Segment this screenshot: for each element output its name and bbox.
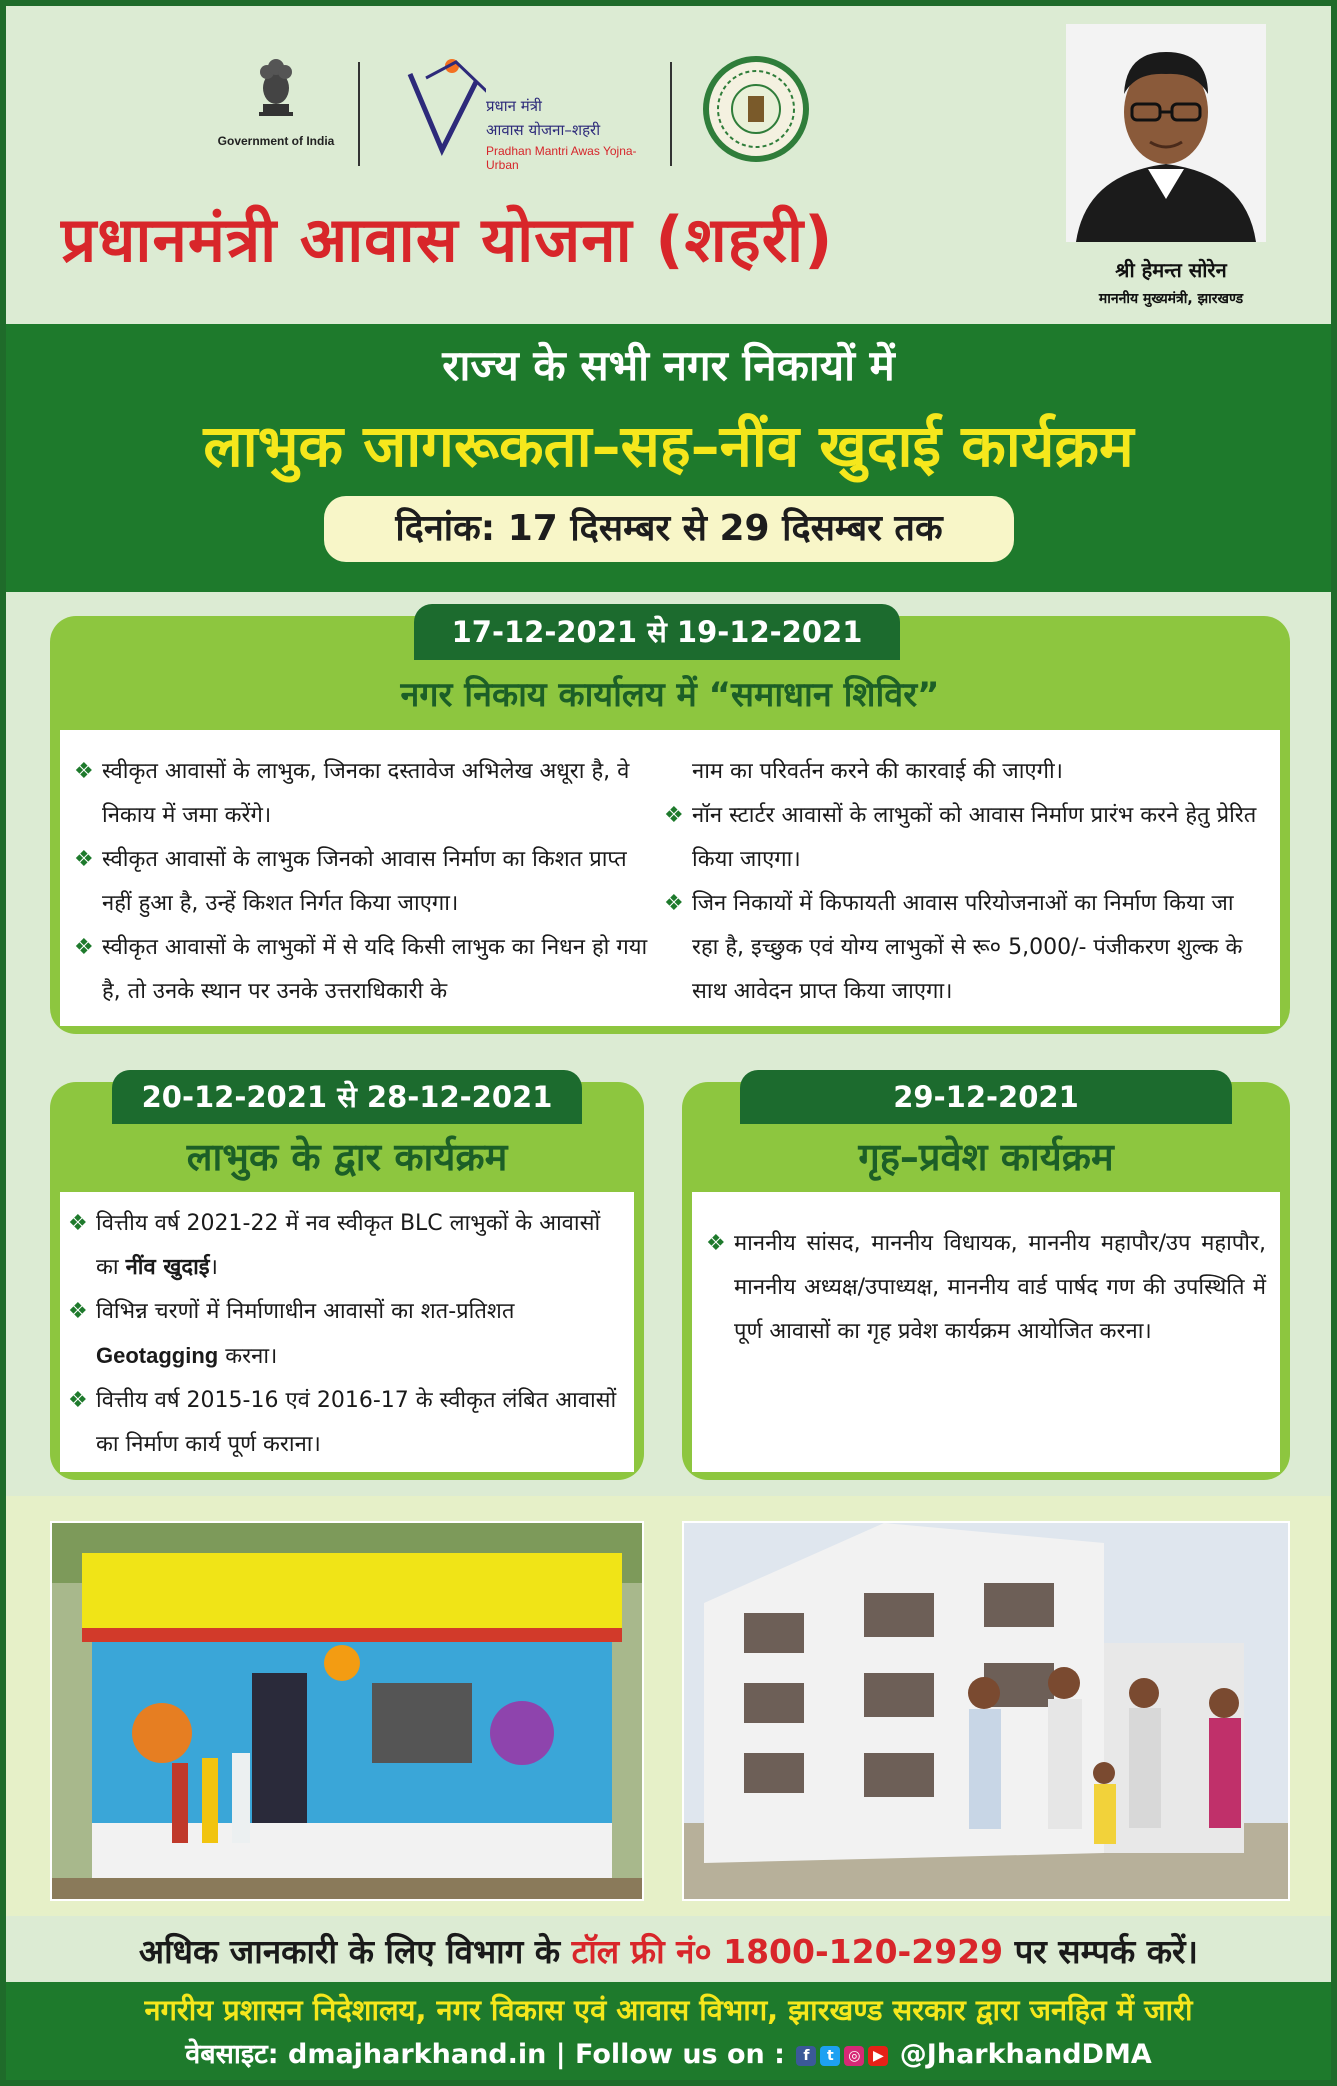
card1-left-list (74, 750, 654, 1014)
card3-list (706, 1222, 1266, 1354)
toll-free-number[interactable]: टॉल फ्री नं० 1800-120-2929 (571, 1932, 1004, 1971)
goi-label: Government of India (217, 134, 335, 148)
government-of-india-logo (206, 54, 346, 148)
card1-date-tab: 17-12-2021 से 19-12-2021 (414, 604, 900, 660)
page-title: प्रधानमंत्री आवास योजना (शहरी) (61, 203, 834, 276)
painted-house-photo (50, 1521, 644, 1901)
banner-headline: लाभुक जागरूकता–सह–नींव खुदाई कार्यक्रम (203, 412, 1134, 480)
pmay-logo-line1: प्रधान मंत्री (486, 97, 542, 115)
pmay-logo-english: Pradhan Mantri Awas Yojna-Urban (486, 144, 637, 172)
website-line (6, 2034, 1331, 2071)
cm-designation: माननीय मुख्यमंत्री, झारखण्ड (1098, 291, 1244, 307)
card1-right-column (664, 750, 1264, 1014)
list-item: ❖ स्वीकृत आवासों के लाभुक, जिनका दस्तावेज अभिलेख अधूरा है, वे निकाय में जमा करेंगे। (74, 750, 654, 838)
website-link[interactable]: वेबसाइट: dmajharkhand.in | Follow us on : (185, 2039, 785, 2070)
toll-free-line: अधिक जानकारी के लिए विभाग के टॉल फ्री नं० 1800-120-2929 पर सम्पर्क करें। (138, 1932, 1199, 1971)
chief-minister-photo (1066, 24, 1266, 242)
national-emblem-icon (253, 54, 299, 124)
list-item: ❖ स्वीकृत आवासों के लाभुकों में से यदि किसी लाभुक का निधन हो गया है, तो उनके स्थान पर उनके उत्तराधिकारी के (74, 926, 654, 1014)
facebook-icon[interactable]: f (796, 2046, 816, 2066)
divider (358, 62, 360, 166)
list-item: ❖ नॉन स्टार्टर आवासों के लाभुकों को आवास निर्माण प्रारंभ करने हेतु प्रेरित किया जाएगा। (664, 794, 1264, 882)
bullet-diamond-icon: ❖ (68, 1211, 88, 1236)
bullet-diamond-icon: ❖ (664, 803, 684, 828)
card1-title: नगर निकाय कार्यालय में “समाधान शिविर” (400, 675, 940, 715)
pmay-logo-icon (406, 54, 486, 164)
twitter-icon[interactable]: t (820, 2046, 840, 2066)
social-handle[interactable]: @JharkhandDMA (899, 2039, 1152, 2070)
bullet-diamond-icon: ❖ (74, 847, 94, 872)
instagram-icon[interactable]: ◎ (844, 2046, 864, 2066)
bullet-diamond-icon: ❖ (68, 1299, 88, 1324)
card3-title: गृह–प्रवेश कार्यक्रम (858, 1135, 1114, 1179)
bullet-diamond-icon: ❖ (74, 935, 94, 960)
list-item: ❖ वित्तीय वर्ष 2015-16 एवं 2016-17 के स्वीकृत लंबित आवासों का निर्माण कार्य पूर्ण कराना। (68, 1379, 628, 1467)
banner-line1: राज्य के सभी नगर निकायों में (442, 341, 895, 390)
date-range-pill: दिनांक: 17 दिसम्बर से 29 दिसम्बर तक (324, 496, 1014, 562)
divider (670, 62, 672, 166)
youtube-icon[interactable]: ▶ (868, 2046, 888, 2066)
list-item: ❖ विभिन्न चरणों में निर्माणाधीन आवासों का शत-प्रतिशत Geotagging करना। (68, 1290, 628, 1379)
card2-list (68, 1202, 628, 1467)
apartment-family-photo (682, 1521, 1290, 1901)
list-item: ❖ वित्तीय वर्ष 2021-22 में नव स्वीकृत BLC लाभुकों के आवासों का नींव खुदाई। (68, 1202, 628, 1290)
pmay-logo-line2: आवास योजना–शहरी (486, 121, 601, 139)
card2-title: लाभुक के द्वार कार्यक्रम (186, 1135, 508, 1179)
list-item-continuation: नाम का परिवर्तन करने की कारवाई की जाएगी। (692, 759, 1064, 784)
card2-date-tab: 20-12-2021 से 28-12-2021 (112, 1070, 582, 1124)
bullet-diamond-icon: ❖ (706, 1231, 726, 1256)
poster (6, 6, 1331, 2080)
pmay-logo (406, 54, 656, 172)
bullet-diamond-icon: ❖ (664, 891, 684, 916)
cm-name: श्री हेमन्त सोरेन (1115, 258, 1227, 282)
card3-date-tab: 29-12-2021 (740, 1070, 1232, 1124)
list-item: ❖ माननीय सांसद, माननीय विधायक, माननीय महापौर/उप महापौर, माननीय अध्यक्ष/उपाध्यक्ष, माननीय वार्ड पार्षद गण की उपस्थिति में पूर्ण आवासों का गृह प्रवेश कार्यक्रम आयोजित करना। (706, 1222, 1266, 1354)
issuer-text: नगरीय प्रशासन निदेशालय, नगर विकास एवं आवास विभाग, झारखण्ड सरकार द्वारा जनहित में जारी (144, 1993, 1193, 2027)
list-item: ❖ जिन निकायों में किफायती आवास परियोजनाओं का निर्माण किया जा रहा है, इच्छुक एवं योग्य लाभुकों से रू० 5,000/- पंजीकरण शुल्क के साथ आवेदन प्राप्त किया जाएगा। (664, 882, 1264, 1014)
bullet-diamond-icon: ❖ (74, 759, 94, 784)
card1-right-list (664, 794, 1264, 1014)
jharkhand-seal-icon (701, 54, 811, 164)
list-item: ❖ स्वीकृत आवासों के लाभुक जिनको आवास निर्माण का किशत प्राप्त नहीं हुआ है, उन्हें किशत निर्गत किया जाएगा। (74, 838, 654, 926)
bullet-diamond-icon: ❖ (68, 1388, 88, 1413)
